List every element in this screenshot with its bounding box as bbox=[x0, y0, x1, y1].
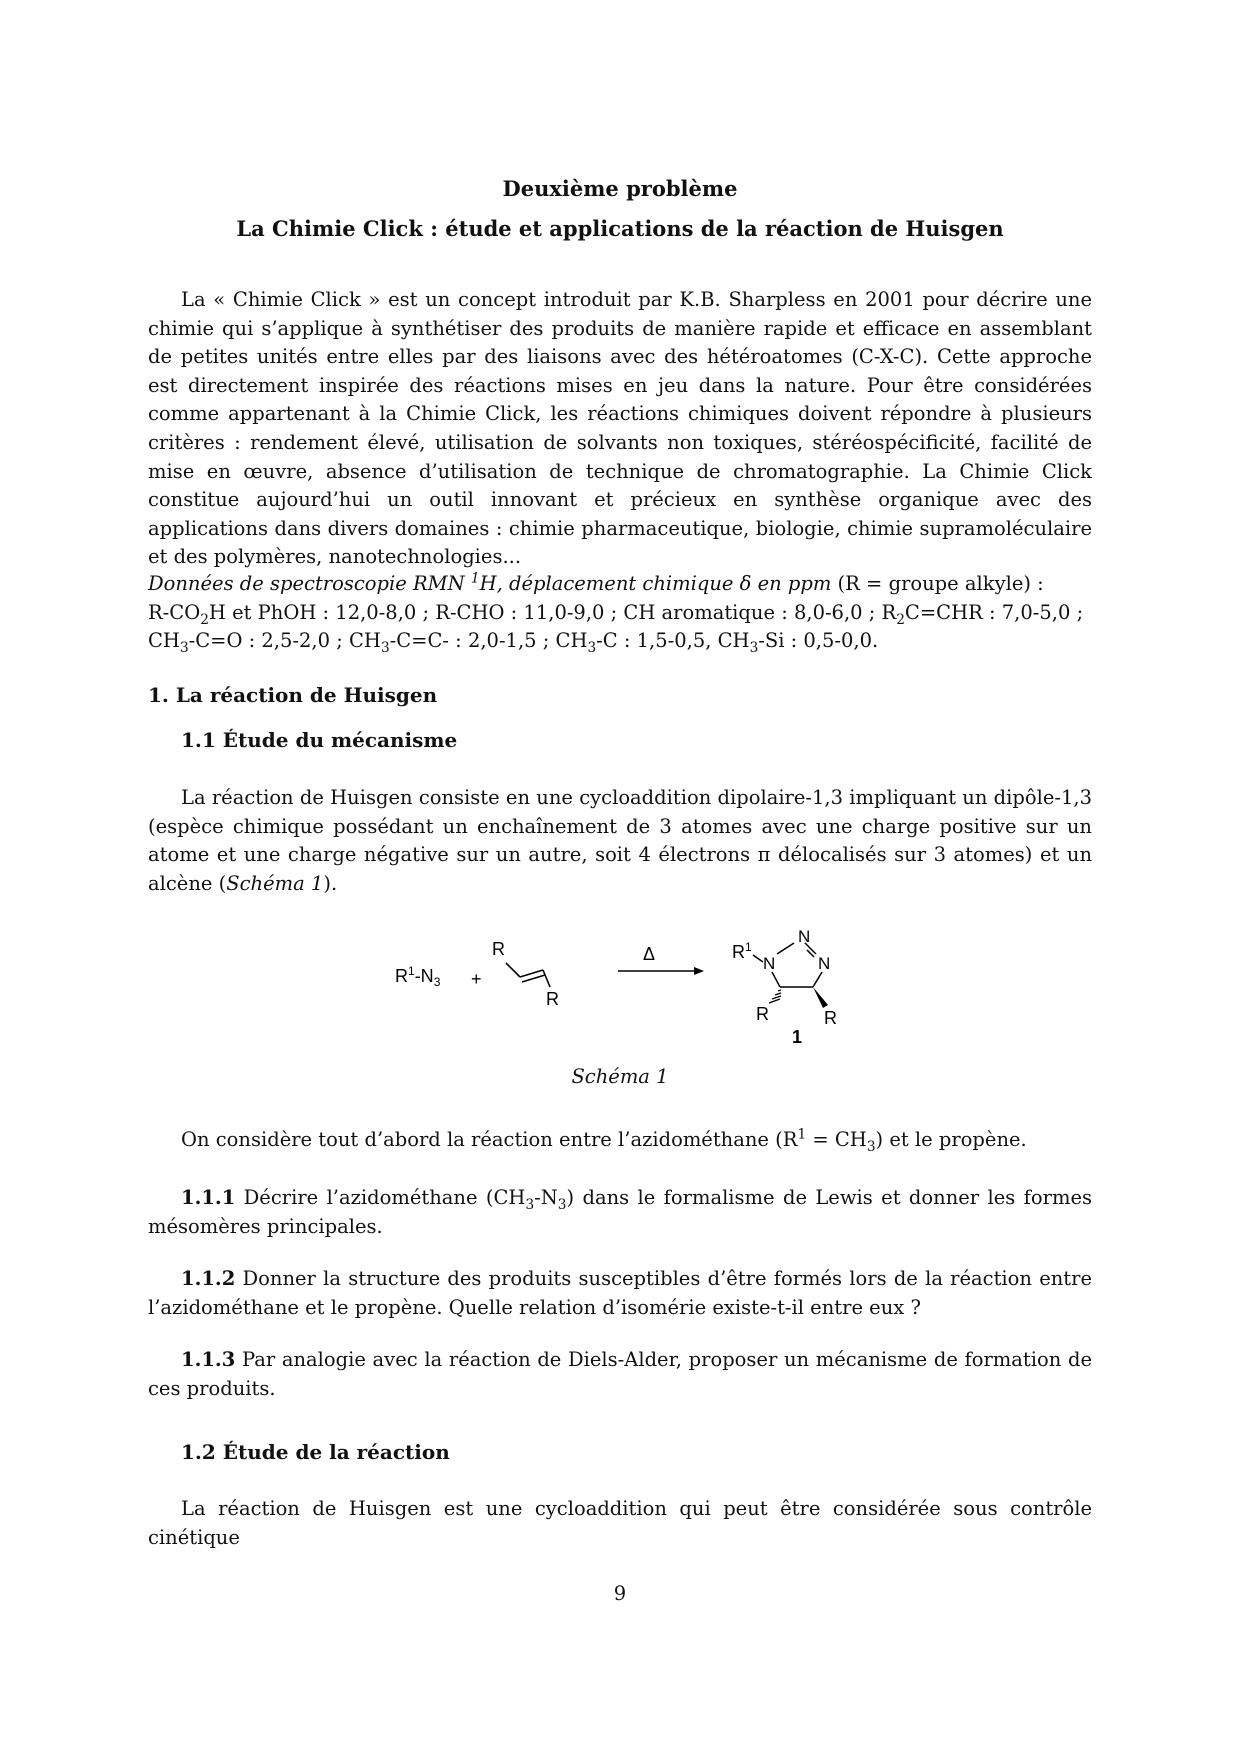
product-n3: N bbox=[818, 954, 831, 973]
alkene-bond-2 bbox=[543, 970, 550, 987]
hashed-wedge-bond bbox=[769, 990, 781, 1003]
nmr-data-block bbox=[148, 570, 1092, 656]
product-n1: N bbox=[763, 954, 776, 973]
plus-sign: + bbox=[471, 969, 482, 989]
section-1-title: 1. La réaction de Huisgen bbox=[148, 683, 438, 707]
c-n3-bond bbox=[813, 972, 822, 987]
n2-n3-double-bond bbox=[805, 943, 816, 954]
question-1-1-1: 1.1.1 Décrire l’azidométhane $(CH_3-N_3)$ dans le formalisme de Lewis et donner les formes mésomères principales. bbox=[148, 1186, 1092, 1238]
scheme-caption: Schéma 1 bbox=[571, 1065, 669, 1088]
mechanism-paragraph: La réaction de Huisgen consiste en une cycloaddition dipolaire-1,3 impliquant un dipôle-1,3 (espèce chimique possédant un enchaînement de 3 atomes avec une charge positive sur un atome et une charge négative sur un autre, soit 4 électrons π délocalisés sur 3 atomes) et un alcène (Schéma 1). bbox=[148, 786, 1092, 895]
problem-title: Deuxième problème bbox=[502, 176, 738, 201]
n1-n2-bond bbox=[777, 943, 794, 954]
product-n2: N bbox=[798, 927, 811, 946]
nmr-line-2: $CH_3-C=O$ : 2,5-2,0 ; $CH_3-C=C-$ : 2,0-1,5 ; $CH_3-C$ : 1,5-0,5, $CH_3-Si$ : 0,5-0,0. bbox=[148, 629, 879, 657]
reaction-scheme bbox=[380, 925, 860, 1050]
question-1-1-3: 1.1.3 Par analogie avec la réaction de Diels-Alder, proposer un mécanisme de formation de ces produits. bbox=[148, 1348, 1092, 1400]
product-r1-label: $R^1$ bbox=[732, 940, 752, 962]
problem-subtitle: La Chimie Click : étude et applications de la réaction de Huisgen bbox=[236, 216, 1004, 241]
bold-wedge-bond bbox=[813, 987, 828, 1008]
arrow-head bbox=[694, 967, 704, 975]
heat-symbol: Δ bbox=[643, 944, 656, 964]
r1-n-bond bbox=[753, 955, 763, 962]
reaction-study-paragraph: La réaction de Huisgen est une cycloaddition qui peut être considérée sous contrôle cinétique bbox=[148, 1497, 1092, 1549]
scheme-reference: Schéma 1 bbox=[226, 871, 324, 895]
alkene-r-bottom: R bbox=[546, 989, 559, 1009]
nmr-label: Données de spectroscopie RMN $^1$H, déplacement chimique δ en ppm (R = groupe alkyle) : bbox=[148, 570, 1044, 595]
section-1-1-title: 1.1 Étude du mécanisme bbox=[181, 728, 458, 752]
product-number: 1 bbox=[792, 1027, 803, 1047]
page-number: 9 bbox=[613, 1582, 627, 1605]
nmr-line-1: $R-CO_2H$ et PhOH : 12,0-8,0 ; R-CHO : 11,0-9,0 ; CH aromatique : 8,0-6,0 ; $R_2C=CHR$ : 7,0-5,0 ; bbox=[148, 600, 1084, 628]
consider-paragraph: On considère tout d’abord la réaction entre l’azidométhane $(R^1 = CH_3)$ et le propène. bbox=[181, 1126, 1027, 1155]
product-r-left: R bbox=[756, 1004, 769, 1024]
alkene-r-top: R bbox=[492, 939, 505, 959]
azide-label: $R^1-N_3$ bbox=[395, 964, 441, 989]
question-1-1-2: 1.1.2 Donner la structure des produits susceptibles d’être formés lors de la réaction entre l’azidométhane et le propène. Quelle relation d’isomérie existe-t-il entre eux ? bbox=[148, 1267, 1092, 1319]
section-1-2-title: 1.2 Étude de la réaction bbox=[181, 1440, 450, 1464]
alkene-bond-1 bbox=[506, 963, 520, 977]
product-r-right: R bbox=[824, 1008, 837, 1028]
n1-c-bond bbox=[772, 972, 780, 987]
intro-paragraph: La « Chimie Click » est un concept introduit par K.B. Sharpless en 2001 pour décrire une chimie qui s’applique à synthétiser des produits de manière rapide et efficace en assemblant de petites unités entre elles par des liaisons avec des hétéroatomes (C-X-C). Cette approche est directement inspirée des réactions mises en jeu dans la nature. Pour être considérées comme appartenant à la Chimie Click, les réactions chimiques doivent répondre à plusieurs critères : rendement élevé, utilisation de solvants non toxiques, stéréospécificité, facilité de mise en œuvre, absence d’utilisation de technique de chromatographie. La Chimie Click constitue aujourd’hui un outil innovant et précieux en synthèse organique avec des applications dans divers domaines : chimie pharmaceutique, biologie, chimie supramoléculaire et des polymères, nanotechnologies... bbox=[148, 288, 1092, 569]
